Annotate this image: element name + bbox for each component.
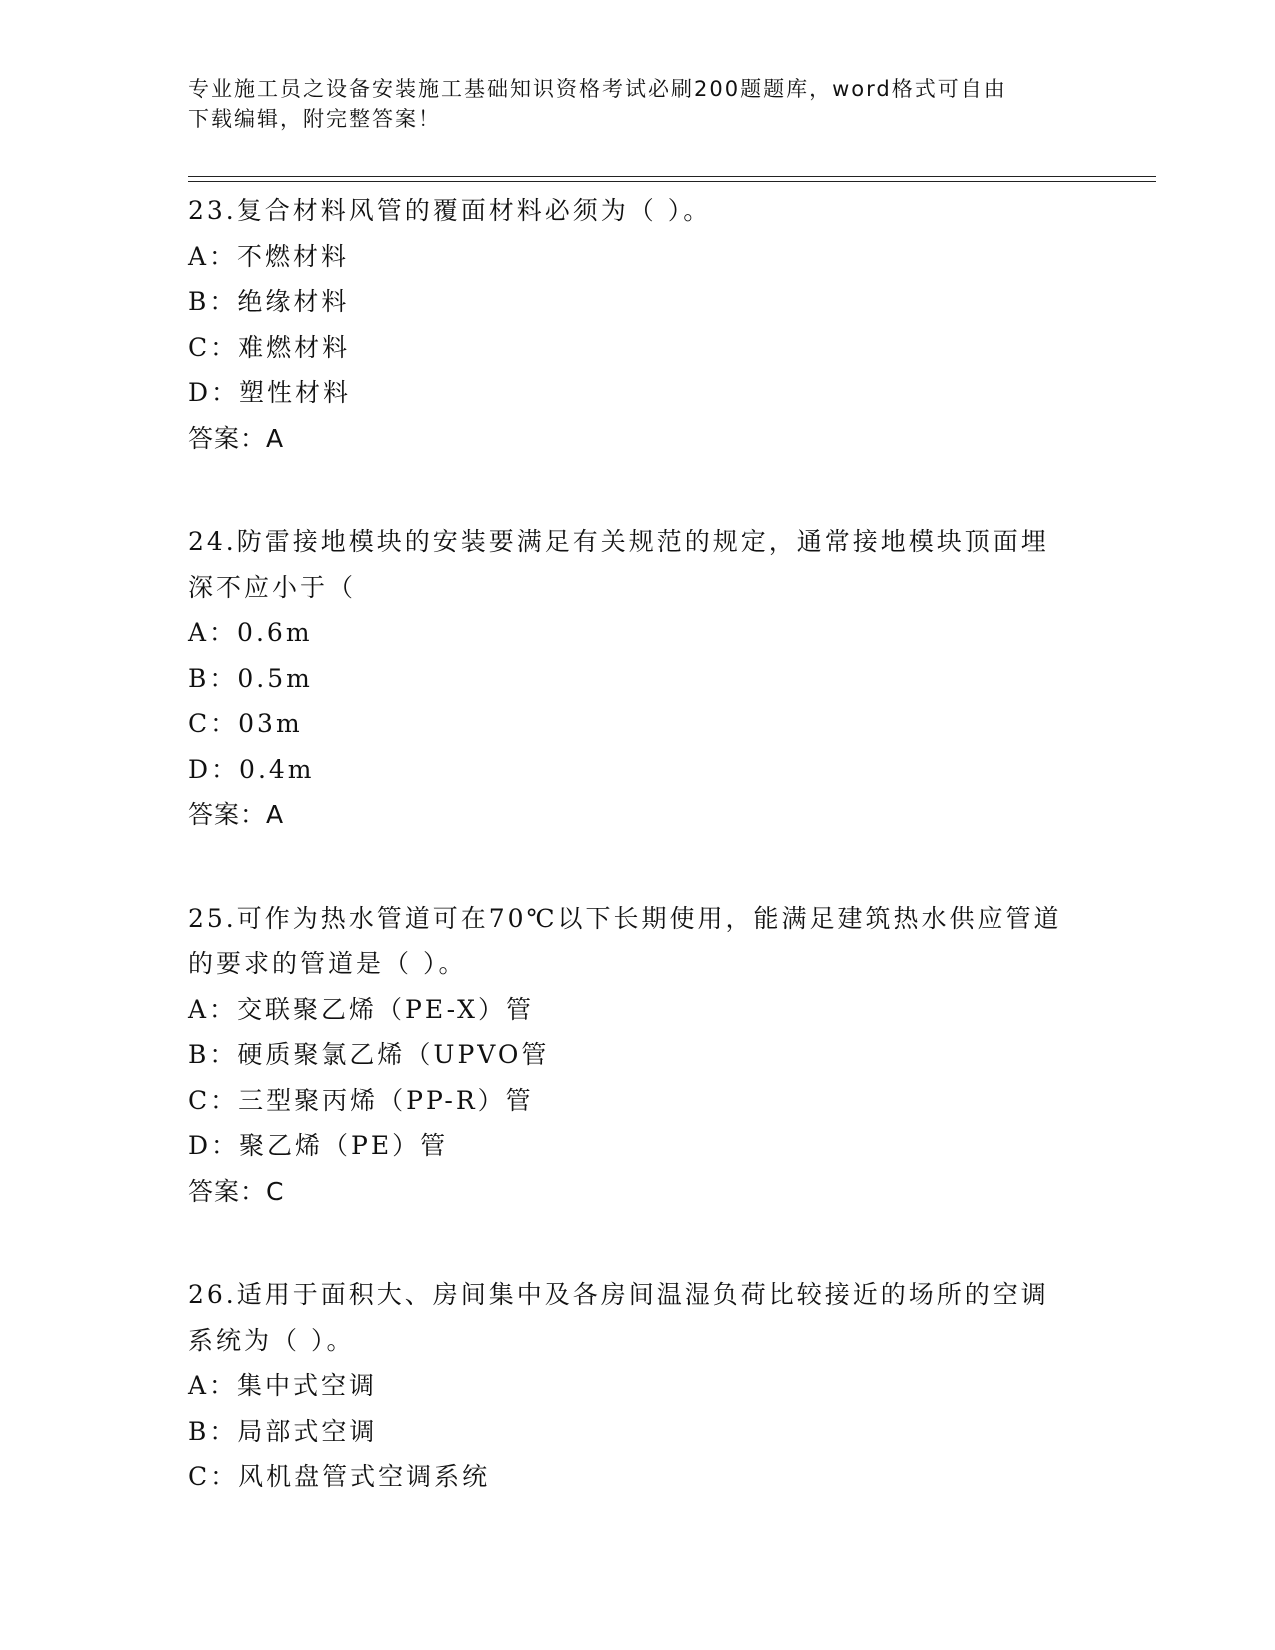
document-header [188, 74, 1068, 134]
question-text-continued: 深不应小于（ [188, 572, 357, 602]
question-text: 25.可作为热水管道可在70℃以下长期使用，能满足建筑热水供应管道 [188, 903, 1062, 933]
header-divider-bottom [188, 181, 1156, 182]
option-d: D：塑性材料 [188, 378, 352, 407]
question-text: 23.复合材料风管的覆面材料必须为（ ）。 [188, 196, 712, 225]
option-a: A：不燃材料 [188, 241, 350, 271]
question-text: 24.防雷接地模块的安装要满足有关规范的规定，通常接地模块顶面埋 [188, 527, 1049, 556]
option-b: B：0.5m [188, 663, 313, 693]
question-text-continued: 的要求的管道是（ ）。 [188, 949, 467, 978]
question-23 [188, 188, 1088, 461]
option-b: B：绝缘材料 [188, 287, 350, 316]
question-list [188, 188, 1088, 1558]
option-c: C：难燃材料 [188, 332, 351, 362]
question-24 [188, 519, 1088, 838]
option-d: D：聚乙烯（PE）管 [188, 1131, 449, 1160]
option-b: B：硬质聚氯乙烯（UPVO管 [188, 1040, 550, 1069]
header-line-2: 下载编辑，附完整答案！ [188, 107, 441, 131]
option-c: C：03m [188, 709, 303, 738]
option-a: A：交联聚乙烯（PE-X）管 [188, 994, 534, 1024]
option-c: C：风机盘管式空调系统 [188, 1462, 491, 1491]
header-line-1: 专业施工员之设备安装施工基础知识资格考试必刷200题题库，word格式可自由 [188, 77, 1007, 101]
question-26 [188, 1272, 1088, 1500]
option-a: A：0.6m [188, 618, 313, 647]
question-25 [188, 896, 1088, 1215]
question-text-continued: 系统为（ ）。 [188, 1325, 355, 1355]
option-a: A：集中式空调 [188, 1371, 378, 1400]
answer-text: 答案：C [188, 1176, 285, 1206]
header-divider-top [188, 176, 1156, 177]
option-d: D：0.4m [188, 754, 315, 784]
answer-text: 答案：A [188, 423, 285, 453]
option-c: C：三型聚丙烯（PP-R）管 [188, 1085, 534, 1115]
question-text: 26.适用于面积大、房间集中及各房间温湿负荷比较接近的场所的空调 [188, 1280, 1049, 1309]
option-b: B：局部式空调 [188, 1416, 378, 1446]
answer-text: 答案：A [188, 800, 285, 829]
